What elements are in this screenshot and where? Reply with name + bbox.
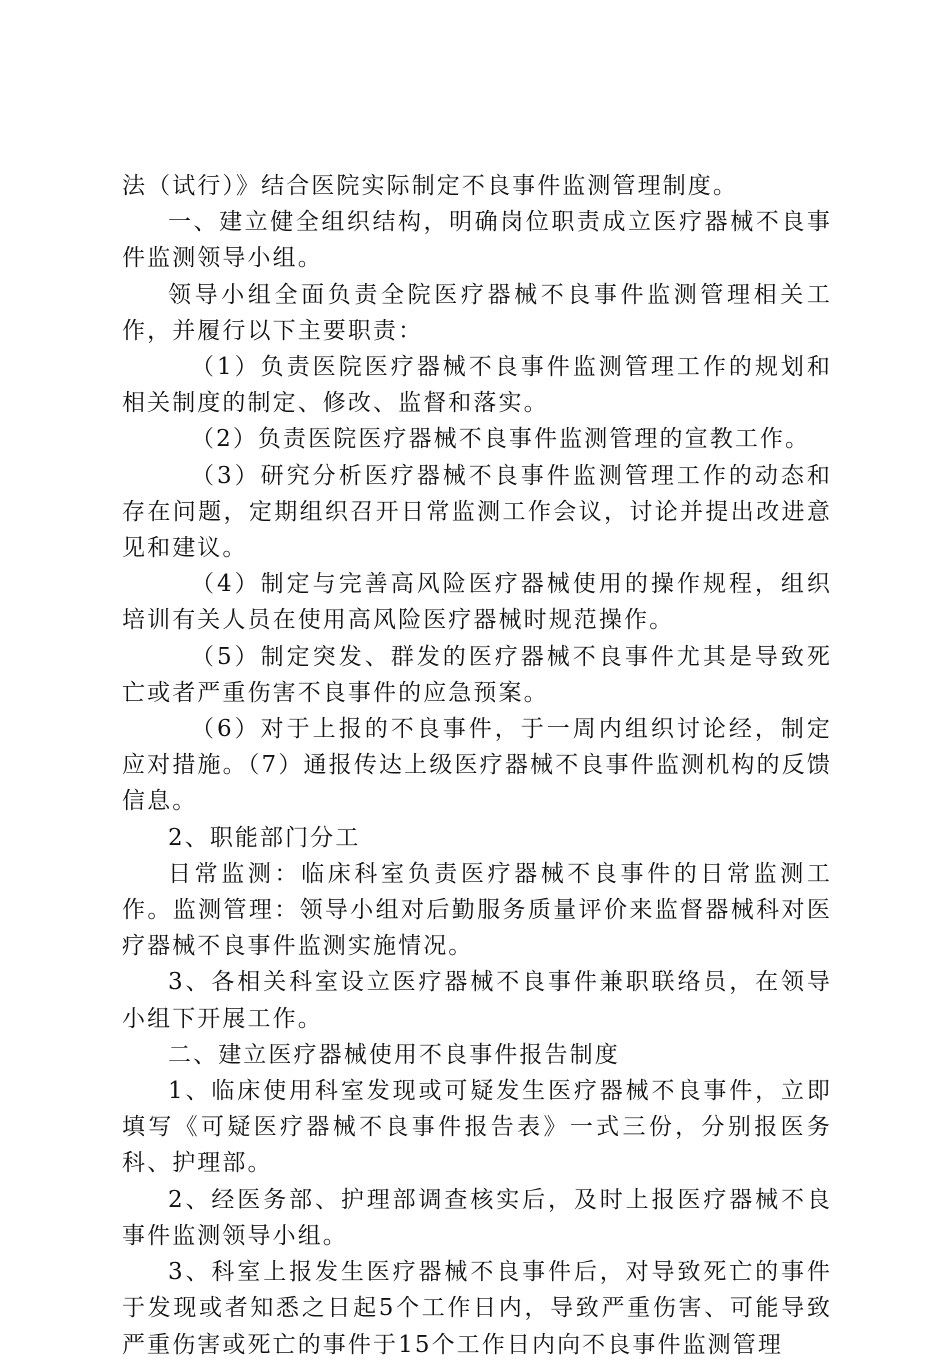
document-body <box>122 168 832 1363</box>
paragraph-report-step-2: 2、经医务部、护理部调查核实后，及时上报医疗器械不良事件监测领导小组。 <box>122 1186 832 1249</box>
paragraph-leadership-duties: 领导小组全面负责全院医疗器械不良事件监测管理相关工作，并履行以下主要职责： <box>122 281 832 344</box>
paragraph-intro-continuation: 法（试行）》结合医院实际制定不良事件监测管理制度。 <box>122 173 738 199</box>
paragraph-duty-3: （3）研究分析医疗器械不良事件监测管理工作的动态和存在问题，定期组织召开日常监测工作会议，讨论并提出改进意见和建议。 <box>122 462 832 562</box>
paragraph-liaison: 3、各相关科室设立医疗器械不良事件兼职联络员，在领导小组下开展工作。 <box>122 969 832 1032</box>
paragraph-daily-monitoring: 日常监测：临床科室负责医疗器械不良事件的日常监测工作。监测管理：领导小组对后勤服务质量评价来监督器械科对医疗器械不良事件监测实施情况。 <box>122 860 832 960</box>
paragraph-duty-2: （2）负责医院医疗器械不良事件监测管理的宣教工作。 <box>191 426 811 453</box>
paragraph-report-step-3: 3、科室上报发生医疗器械不良事件后，对导致死亡的事件于发现或者知悉之日起5个工作日内，导致严重伤害、可能导致严重伤害或死亡的事件于15个工作日内向不良事件监测管理 <box>122 1259 832 1358</box>
paragraph-section-one-heading: 一、建立健全组织结构，明确岗位职责成立医疗器械不良事件监测领导小组。 <box>122 209 832 272</box>
paragraph-duty-1: （1）负责医院医疗器械不良事件监测管理工作的规划和相关制度的制定、修改、监督和落实。 <box>122 354 832 417</box>
paragraph-duty-4: （4）制定与完善高风险医疗器械使用的操作规程，组织培训有关人员在使用高风险医疗器械时规范操作。 <box>122 571 832 634</box>
paragraph-division-heading: 2、职能部门分工 <box>168 824 361 851</box>
paragraph-duty-5: （5）制定突发、群发的医疗器械不良事件尤其是导致死亡或者严重伤害不良事件的应急预案。 <box>122 643 832 706</box>
paragraph-report-step-1: 1、临床使用科室发现或可疑发生医疗器械不良事件，立即填写《可疑医疗器械不良事件报告表》一式三份，分别报医务科、护理部。 <box>122 1078 832 1177</box>
paragraph-section-two-heading: 二、建立医疗器械使用不良事件报告制度 <box>168 1041 620 1068</box>
paragraph-duty-6-7: （6）对于上报的不良事件，于一周内组织讨论经，制定应对措施。（7）通报传达上级医疗器械不良事件监测机构的反馈信息。 <box>122 716 832 815</box>
